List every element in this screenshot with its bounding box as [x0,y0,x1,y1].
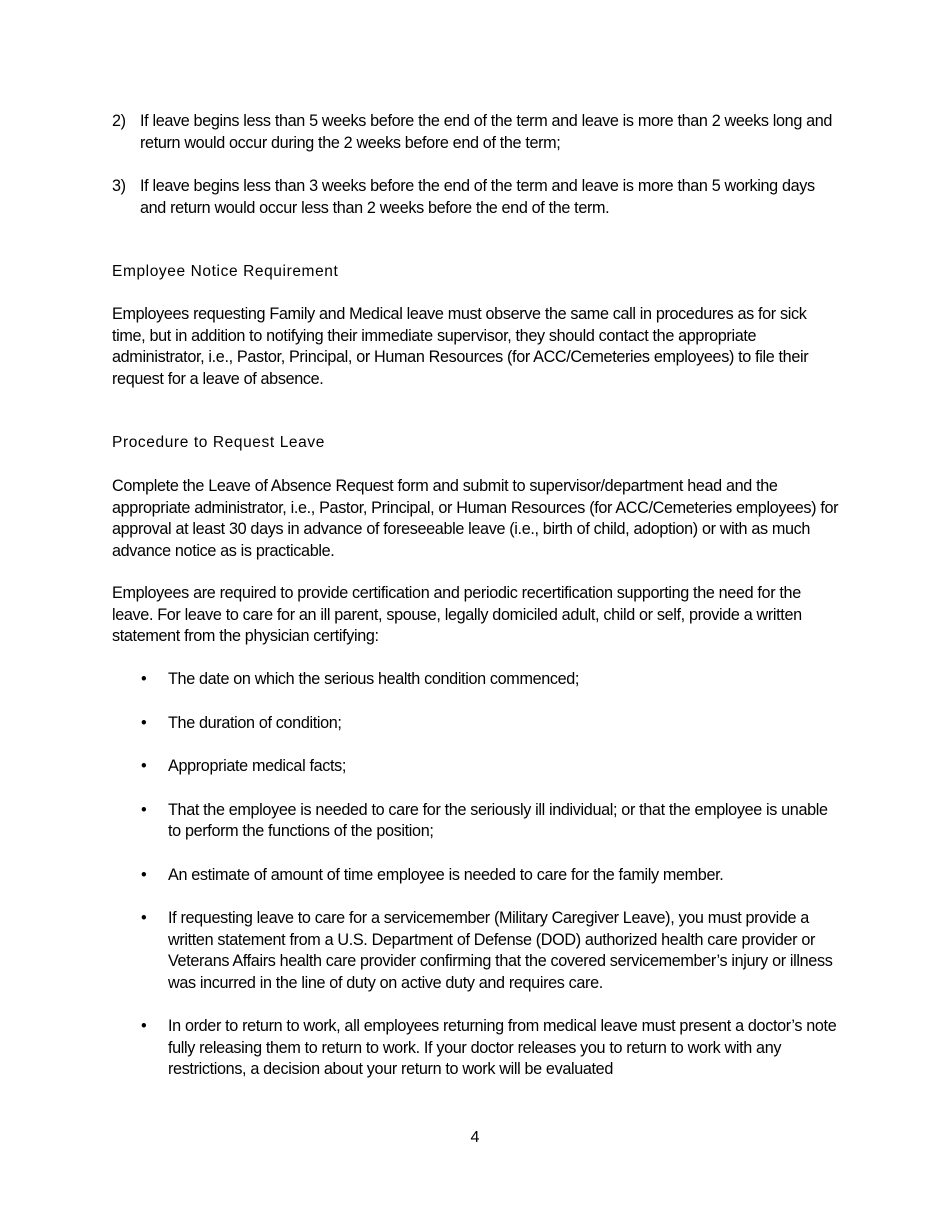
bullet-icon: • [141,1017,147,1035]
list-item-text: In order to return to work, all employees returning from medical leave must present a doctor’s note fully releasing them to return to work. If your doctor releases you to return to work with any restrictions, a decision about your return to work will be evaluated [168,1017,837,1078]
item-number: 2) [112,112,126,130]
list-item-text: Appropriate medical facts; [168,757,347,775]
list-item [112,908,842,994]
bullet-icon: • [141,670,147,688]
list-item-text: An estimate of amount of time employee is needed to care for the family member. [168,865,724,884]
list-item [112,865,842,887]
bullet-icon: • [141,909,147,927]
page-number: 4 [470,1129,480,1146]
bullet-icon: • [141,713,147,732]
list-item [112,1016,842,1081]
section-heading-procedure: Procedure to Request Leave [112,434,325,451]
list-item [112,713,842,735]
list-item [112,800,842,843]
bullet-icon: • [141,800,147,819]
procedure-paragraph-1: Complete the Leave of Absence Request form and submit to supervisor/department head and the appropriate administrator, i.e., Pastor, Principal, or Human Resources (for ACC/Cemeteries employees) for approval at least 30 days in advance of foreseeable leave (i.e., birth of child, adoption) or with as much advance notice as is practicable. [112,477,839,560]
list-item-text: That the employee is needed to care for the seriously ill individual; or that the employee is unable to perform the functions of the position; [168,800,828,840]
item-text: If leave begins less than 3 weeks before the end of the term and leave is more than 5 working days and return would occur less than 2 weeks before the end of the term. [140,177,815,217]
procedure-paragraph-2: Employees are required to provide certification and periodic recertification supporting the need for the leave. For leave to care for an ill parent, spouse, legally domiciled adult, child or self, provide a written statement from the physician certifying: [112,584,802,645]
section-heading-employee-notice: Employee Notice Requirement [112,263,339,280]
list-item-text: If requesting leave to care for a servicemember (Military Caregiver Leave), you must provide a written statement from a U.S. Department of Defense (DOD) authorized health care provider or Veterans Affairs health care provider confirming that the covered servicemember’s injury or illness was incurred in the line of duty on active duty and requires care. [168,909,833,992]
bullet-icon: • [141,757,147,775]
item-text: If leave begins less than 5 weeks before the end of the term and leave is more than 2 weeks long and return would occur during the 2 weeks before end of the term; [140,112,833,152]
certification-bullet-list [112,669,842,1103]
list-item-text: The date on which the serious health condition commenced; [168,670,580,688]
list-item [112,756,842,778]
list-item-text: The duration of condition; [168,713,342,732]
list-item [112,669,842,691]
bullet-icon: • [141,865,147,884]
employee-notice-paragraph: Employees requesting Family and Medical leave must observe the same call in procedures as for sick time, but in addition to notifying their immediate supervisor, they should contact the appropriate administrator, i.e., Pastor, Principal, or Human Resources (for ACC/Cemeteries employees) to file their request for a leave of absence. [112,305,809,388]
numbered-item-3 [112,176,842,219]
numbered-item-2 [112,111,842,154]
item-number: 3) [112,177,126,195]
